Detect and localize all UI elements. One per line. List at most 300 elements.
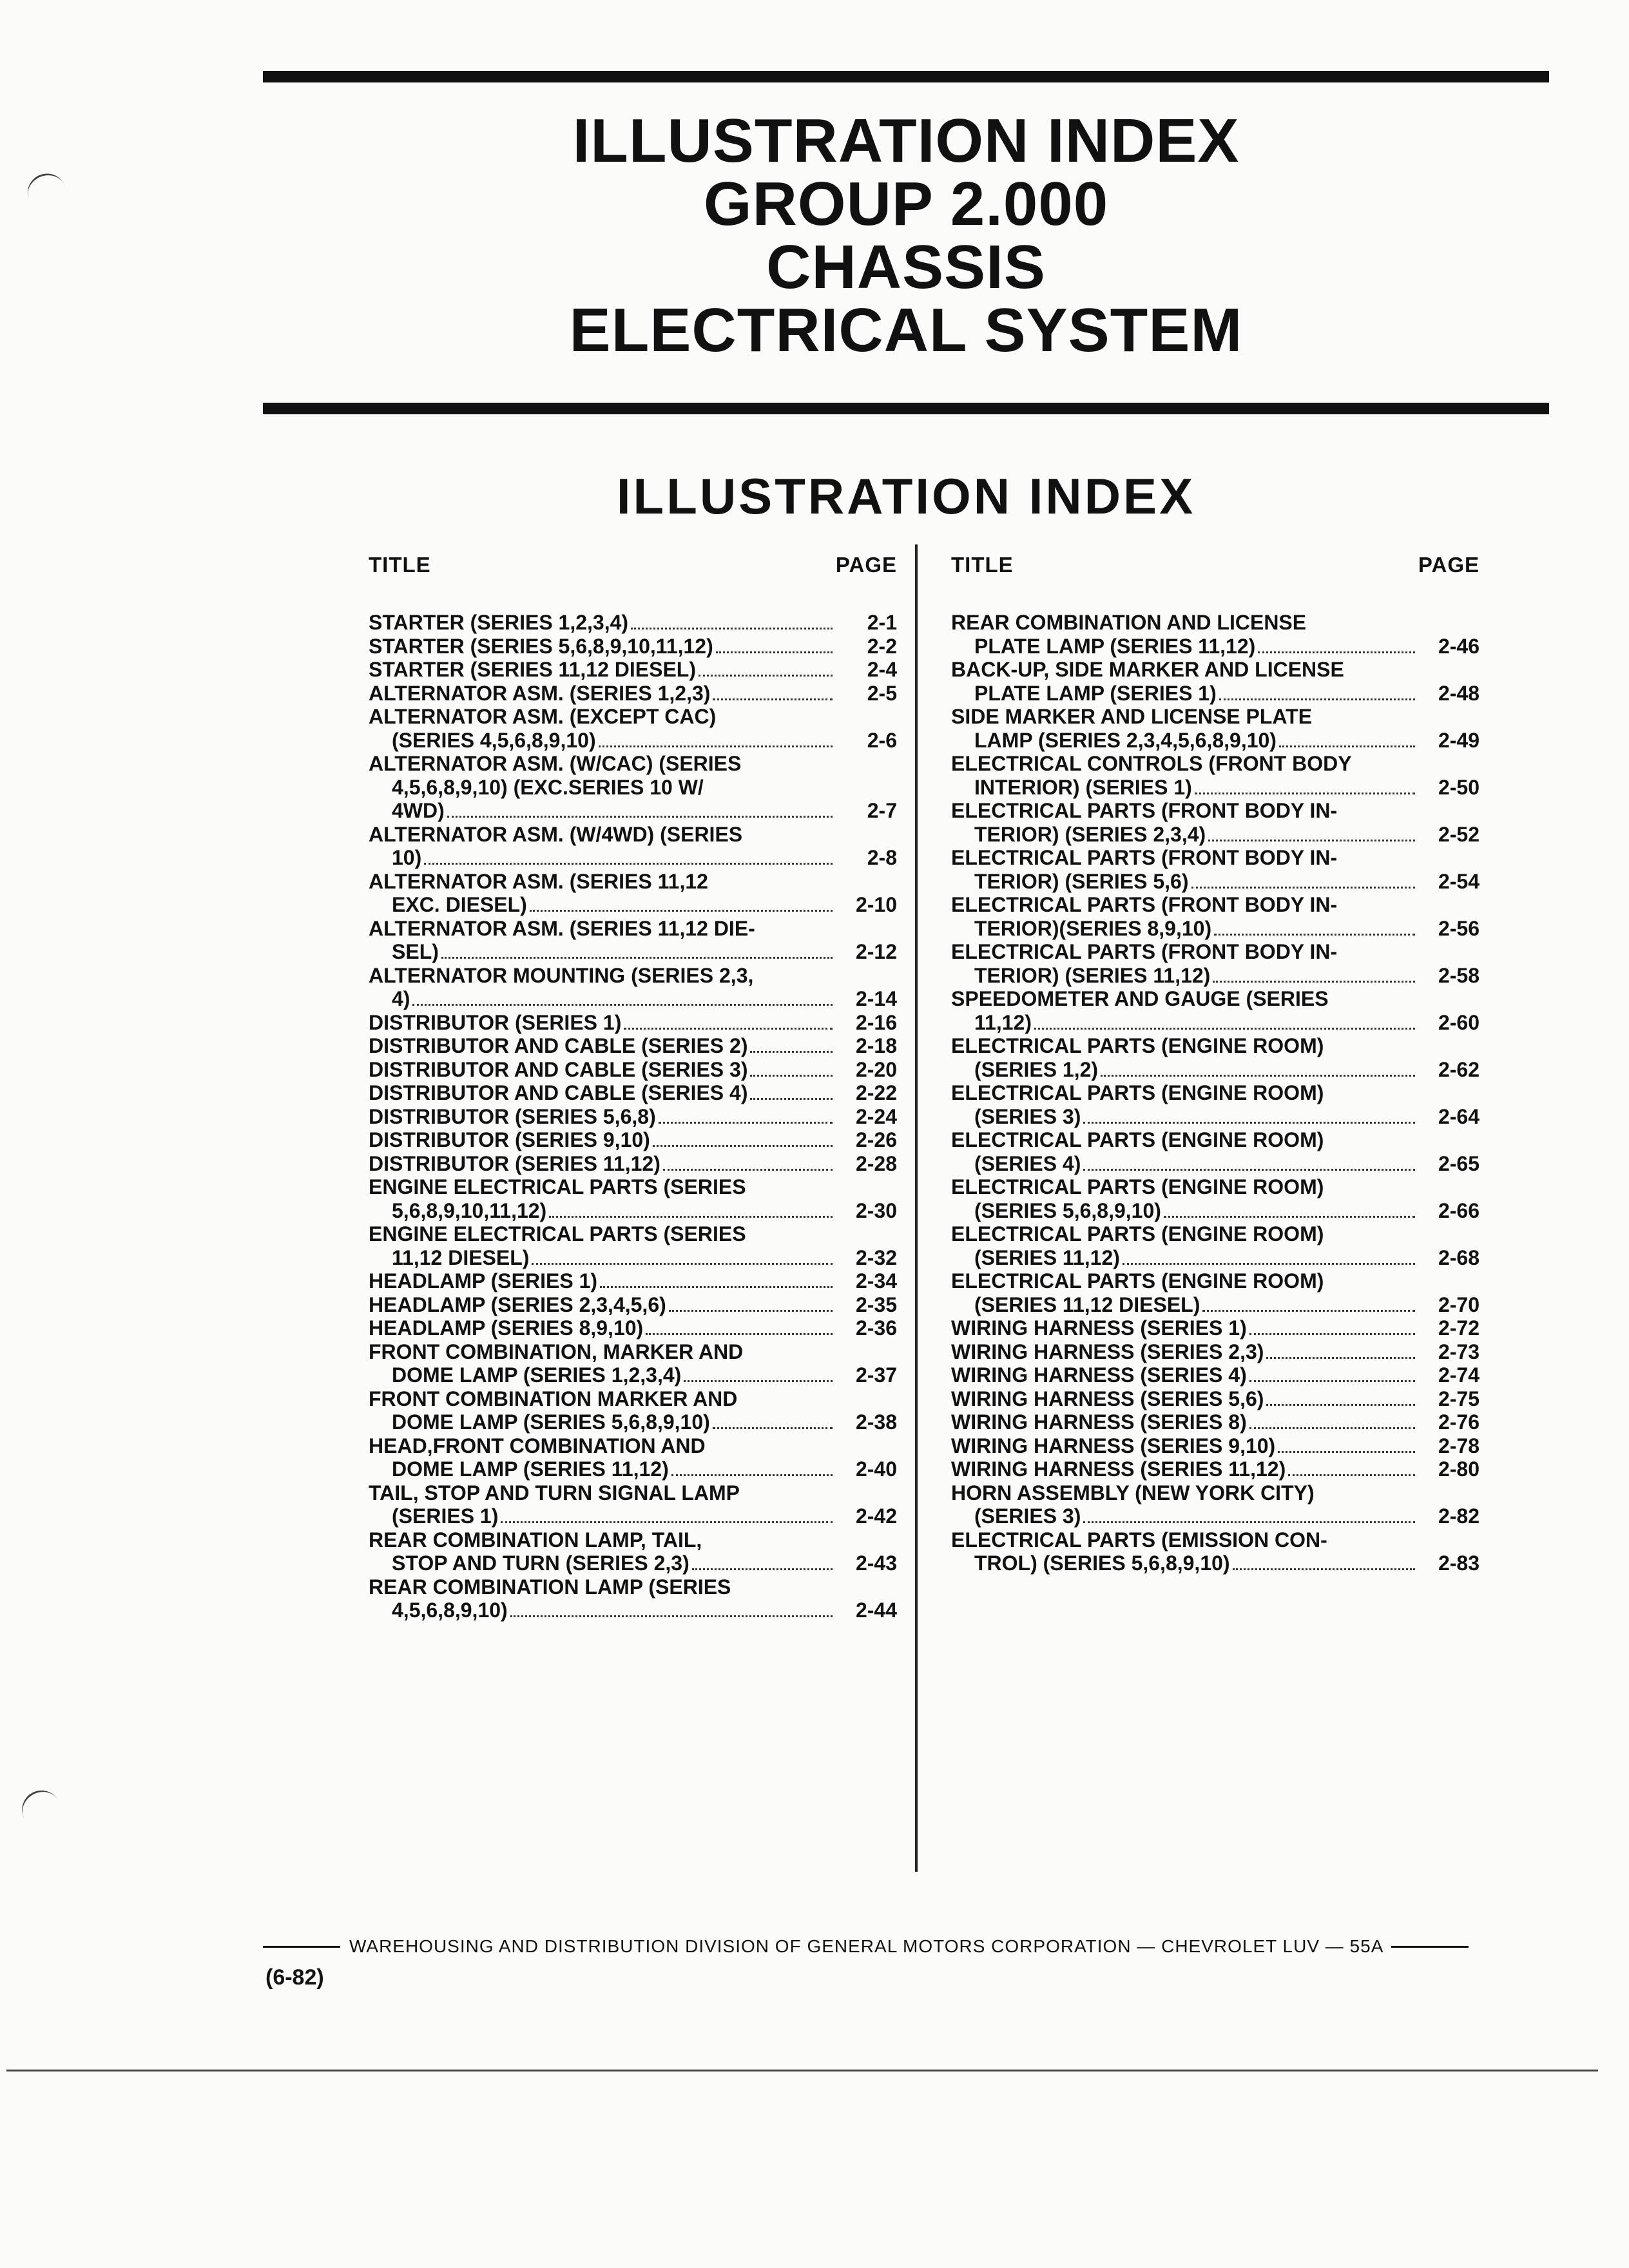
dot-leader xyxy=(1123,1263,1415,1265)
entry-title: 4WD) xyxy=(392,799,445,822)
footer xyxy=(263,1936,1526,1957)
entry-page: 2-48 xyxy=(1438,681,1480,705)
entry-line xyxy=(951,752,1480,776)
left-entry-list xyxy=(369,611,897,1622)
entry-title: ALTERNATOR ASM. (SERIES 1,2,3) xyxy=(369,681,711,705)
entry-line xyxy=(951,1034,1480,1058)
entry-line xyxy=(951,1316,1480,1340)
index-entry xyxy=(951,1528,1480,1575)
dot-leader xyxy=(1208,840,1415,841)
left-column xyxy=(369,553,897,1622)
entry-page: 2-74 xyxy=(1438,1363,1480,1387)
entry-page: 2-44 xyxy=(855,1599,897,1622)
entry-line xyxy=(369,846,897,870)
entry-page: 2-1 xyxy=(867,611,897,634)
index-entry xyxy=(369,1316,897,1340)
entry-line xyxy=(951,917,1480,941)
footer-text: WAREHOUSING AND DISTRIBUTION DIVISION OF GENERAL MOTORS CORPORATION — CHEVROLET LUV — 55A xyxy=(349,1936,1384,1956)
entry-title: DISTRIBUTOR AND CABLE (SERIES 3) xyxy=(369,1057,748,1081)
entry-line xyxy=(951,964,1480,988)
dot-leader xyxy=(1233,1568,1415,1570)
dot-leader xyxy=(1083,1122,1415,1124)
dot-leader xyxy=(624,1028,833,1030)
index-entry xyxy=(369,682,897,706)
entry-title: ELECTRICAL PARTS (FRONT BODY IN- xyxy=(951,846,1338,869)
entry-page: 2-30 xyxy=(855,1198,897,1222)
entry-title: HEAD,FRONT COMBINATION AND xyxy=(369,1434,706,1457)
header-top-rule xyxy=(263,71,1549,82)
entry-line xyxy=(369,1340,897,1364)
index-entry xyxy=(951,1128,1480,1175)
entry-line xyxy=(951,1152,1480,1176)
entry-line xyxy=(951,1552,1480,1575)
index-entry xyxy=(951,1387,1480,1411)
entry-line xyxy=(951,682,1480,706)
right-entry-list xyxy=(951,611,1480,1575)
index-entry xyxy=(369,1528,897,1575)
index-entry xyxy=(369,1011,897,1035)
entry-line xyxy=(369,658,897,682)
entry-page: 2-8 xyxy=(867,846,897,869)
dot-leader xyxy=(699,675,833,677)
entry-line xyxy=(369,1293,897,1317)
entry-title: ELECTRICAL PARTS (EMISSION CON- xyxy=(951,1528,1327,1552)
dot-leader xyxy=(599,745,833,747)
dot-leader xyxy=(1191,887,1416,889)
dot-leader xyxy=(1219,698,1415,700)
entry-line xyxy=(369,1011,897,1035)
entry-line xyxy=(369,1034,897,1058)
entry-title: 4,5,6,8,9,10) xyxy=(392,1599,508,1622)
entry-line xyxy=(369,1199,897,1223)
footer-dash-right xyxy=(1391,1946,1469,1948)
index-entry xyxy=(369,1058,897,1082)
entry-title: WIRING HARNESS (SERIES 5,6) xyxy=(951,1387,1264,1410)
entry-page: 2-10 xyxy=(855,893,897,916)
index-entry xyxy=(951,893,1480,940)
entry-line xyxy=(951,1246,1480,1270)
index-entry xyxy=(951,1269,1480,1316)
entry-page: 2-18 xyxy=(855,1034,897,1057)
entry-line xyxy=(369,1410,897,1434)
entry-title: WIRING HARNESS (SERIES 9,10) xyxy=(951,1434,1276,1457)
entry-page: 2-28 xyxy=(855,1151,897,1175)
entry-line xyxy=(951,1293,1480,1317)
entry-line xyxy=(951,1410,1480,1434)
entry-line xyxy=(951,1363,1480,1387)
entry-line xyxy=(369,1058,897,1082)
dot-leader xyxy=(750,1051,833,1053)
entry-line xyxy=(951,940,1480,964)
entry-line xyxy=(369,870,897,894)
entry-page: 2-43 xyxy=(855,1552,897,1575)
entry-title: ENGINE ELECTRICAL PARTS (SERIES xyxy=(369,1222,746,1245)
entry-page: 2-42 xyxy=(855,1504,897,1528)
entry-title: 5,6,8,9,10,11,12) xyxy=(392,1198,547,1222)
entry-line xyxy=(951,1058,1480,1082)
entry-line xyxy=(369,1175,897,1199)
entry-title: SIDE MARKER AND LICENSE PLATE xyxy=(951,705,1313,728)
entry-page: 2-64 xyxy=(1438,1104,1480,1128)
entry-line xyxy=(369,1105,897,1129)
entry-page: 2-38 xyxy=(855,1410,897,1434)
entry-line xyxy=(951,1528,1480,1552)
entry-line xyxy=(951,1340,1480,1364)
entry-line xyxy=(951,611,1480,635)
entry-line xyxy=(369,682,897,706)
entry-title: WIRING HARNESS (SERIES 2,3) xyxy=(951,1340,1264,1363)
dot-leader xyxy=(1214,934,1415,936)
entry-line xyxy=(951,1434,1480,1458)
title-line-3: CHASSIS xyxy=(766,233,1046,302)
entry-title: ELECTRICAL PARTS (ENGINE ROOM) xyxy=(951,1081,1324,1104)
dot-leader xyxy=(684,1380,833,1382)
right-title-label: TITLE xyxy=(951,553,1014,577)
entry-line xyxy=(951,1481,1480,1505)
entry-page: 2-58 xyxy=(1438,963,1480,987)
entry-page: 2-35 xyxy=(855,1293,897,1316)
entry-line xyxy=(369,1152,897,1176)
entry-title: (SERIES 11,12) xyxy=(974,1245,1120,1269)
entry-title: ALTERNATOR ASM. (SERIES 11,12 DIE- xyxy=(369,916,755,940)
entry-title: EXC. DIESEL) xyxy=(392,893,527,916)
dot-leader xyxy=(669,1310,833,1312)
dot-leader xyxy=(1288,1474,1415,1476)
entry-line xyxy=(951,893,1480,917)
dot-leader xyxy=(424,863,833,865)
dot-leader xyxy=(1249,1333,1415,1335)
entry-title: (SERIES 3) xyxy=(974,1504,1081,1528)
entry-title: ELECTRICAL PARTS (ENGINE ROOM) xyxy=(951,1175,1324,1198)
index-entry xyxy=(951,1316,1480,1340)
index-entry xyxy=(951,1457,1480,1481)
entry-page: 2-5 xyxy=(867,681,897,705)
dot-leader xyxy=(1083,1521,1415,1523)
entry-title: TERIOR) (SERIES 5,6) xyxy=(974,869,1189,893)
entry-line xyxy=(951,870,1480,894)
dot-leader xyxy=(1278,1451,1415,1453)
left-column-header xyxy=(369,553,897,611)
right-page-label: PAGE xyxy=(1418,553,1480,577)
index-entry xyxy=(369,1269,897,1293)
entry-line xyxy=(951,846,1480,870)
entry-title: INTERIOR) (SERIES 1) xyxy=(974,775,1192,799)
entry-title: 4,5,6,8,9,10) (EXC.SERIES 10 W/ xyxy=(392,775,704,799)
entry-line xyxy=(369,1528,897,1552)
entry-page: 2-72 xyxy=(1438,1316,1480,1340)
index-entry xyxy=(951,611,1480,658)
entry-line xyxy=(369,752,897,776)
entry-title: DOME LAMP (SERIES 5,6,8,9,10) xyxy=(392,1410,710,1434)
entry-title: DOME LAMP (SERIES 11,12) xyxy=(392,1457,669,1481)
entry-page: 2-22 xyxy=(855,1081,897,1104)
index-entry xyxy=(951,1481,1480,1528)
entry-page: 2-62 xyxy=(1438,1057,1480,1081)
entry-title: FRONT COMBINATION MARKER AND xyxy=(369,1387,738,1410)
entry-page: 2-80 xyxy=(1438,1457,1480,1481)
dot-leader xyxy=(447,816,833,818)
dot-leader xyxy=(1195,793,1415,794)
entry-page: 2-40 xyxy=(855,1457,897,1481)
entry-line xyxy=(951,1269,1480,1293)
dot-leader xyxy=(713,698,833,700)
index-heading: ILLUSTRATION INDEX xyxy=(616,468,1196,524)
entry-page: 2-24 xyxy=(855,1104,897,1128)
entry-line xyxy=(369,1316,897,1340)
dot-leader xyxy=(716,651,833,653)
entry-title: ELECTRICAL PARTS (ENGINE ROOM) xyxy=(951,1034,1324,1057)
entry-title: DISTRIBUTOR (SERIES 11,12) xyxy=(369,1151,660,1175)
entry-title: TERIOR) (SERIES 11,12) xyxy=(974,963,1211,987)
entry-title: REAR COMBINATION AND LICENSE xyxy=(951,611,1307,634)
dot-leader xyxy=(530,910,833,912)
entry-page: 2-52 xyxy=(1438,822,1480,846)
entry-page: 2-68 xyxy=(1438,1245,1480,1269)
index-entry xyxy=(369,964,897,1011)
dot-leader xyxy=(713,1427,833,1429)
entry-title: HEADLAMP (SERIES 1) xyxy=(369,1269,598,1293)
index-entry xyxy=(951,1175,1480,1222)
entry-title: ALTERNATOR ASM. (W/4WD) (SERIES xyxy=(369,822,743,846)
entry-title: PLATE LAMP (SERIES 1) xyxy=(974,681,1217,705)
entry-page: 2-60 xyxy=(1438,1010,1480,1034)
dot-leader xyxy=(1266,1357,1415,1359)
entry-line xyxy=(951,658,1480,682)
dot-leader xyxy=(653,1145,833,1147)
entry-page: 2-82 xyxy=(1438,1504,1480,1528)
entry-title: ALTERNATOR ASM. (SERIES 11,12 xyxy=(369,869,708,893)
entry-line xyxy=(369,1128,897,1152)
revision-code: (6-82) xyxy=(265,1965,324,1990)
entry-title: ELECTRICAL PARTS (FRONT BODY IN- xyxy=(951,893,1338,916)
entry-title: REAR COMBINATION LAMP, TAIL, xyxy=(369,1528,702,1552)
index-entry xyxy=(951,940,1480,987)
entry-line xyxy=(369,917,897,941)
page-title xyxy=(263,106,1549,365)
entry-page: 2-49 xyxy=(1438,728,1480,752)
dot-leader xyxy=(1202,1310,1415,1312)
index-entry xyxy=(369,823,897,870)
entry-line xyxy=(369,776,897,800)
entry-title: ELECTRICAL PARTS (FRONT BODY IN- xyxy=(951,799,1338,822)
entry-line xyxy=(369,1575,897,1599)
entry-line xyxy=(369,1269,897,1293)
entry-title: TROL) (SERIES 5,6,8,9,10) xyxy=(974,1552,1230,1575)
entry-title: ELECTRICAL PARTS (FRONT BODY IN- xyxy=(951,940,1338,963)
entry-title: SEL) xyxy=(392,940,439,963)
entry-page: 2-76 xyxy=(1438,1410,1480,1434)
index-entry xyxy=(369,658,897,682)
dot-leader xyxy=(750,1075,833,1077)
entry-page: 2-66 xyxy=(1438,1198,1480,1222)
entry-line xyxy=(369,705,897,729)
dot-leader xyxy=(1164,1216,1415,1218)
entry-page: 2-12 xyxy=(855,940,897,963)
index-entry xyxy=(369,1152,897,1176)
entry-page: 2-83 xyxy=(1438,1552,1480,1575)
index-entry xyxy=(951,1081,1480,1128)
index-entry xyxy=(369,1034,897,1058)
dot-leader xyxy=(659,1122,833,1124)
entry-line xyxy=(369,1363,897,1387)
entry-line xyxy=(369,635,897,658)
entry-title: TERIOR) (SERIES 2,3,4) xyxy=(974,822,1206,846)
index-entry xyxy=(951,705,1480,752)
entry-title: TAIL, STOP AND TURN SIGNAL LAMP xyxy=(369,1481,740,1504)
index-entry xyxy=(951,1222,1480,1269)
entry-title: (SERIES 1,2) xyxy=(974,1057,1099,1081)
entry-page: 2-26 xyxy=(855,1128,897,1151)
entry-line xyxy=(951,987,1480,1011)
dot-leader xyxy=(663,1169,833,1171)
index-entry xyxy=(369,1222,897,1269)
entry-title: LAMP (SERIES 2,3,4,5,6,8,9,10) xyxy=(974,728,1277,752)
entry-line xyxy=(951,1105,1480,1129)
right-column xyxy=(951,553,1480,1575)
entry-line xyxy=(951,1222,1480,1246)
entry-title: DISTRIBUTOR AND CABLE (SERIES 4) xyxy=(369,1081,748,1104)
entry-page: 2-46 xyxy=(1438,634,1480,658)
index-entry xyxy=(951,1034,1480,1081)
index-entry xyxy=(369,1105,897,1129)
index-entry xyxy=(951,752,1480,799)
entry-title: STARTER (SERIES 1,2,3,4) xyxy=(369,611,629,634)
dot-leader xyxy=(692,1568,833,1570)
entry-title: ELECTRICAL PARTS (ENGINE ROOM) xyxy=(951,1222,1324,1245)
dot-leader xyxy=(441,957,833,959)
entry-line xyxy=(951,705,1480,729)
index-entry xyxy=(951,799,1480,846)
entry-page: 2-65 xyxy=(1438,1151,1480,1175)
entry-page: 2-20 xyxy=(855,1057,897,1081)
entry-page: 2-2 xyxy=(867,634,897,658)
entry-line xyxy=(951,1011,1480,1035)
index-entry xyxy=(369,917,897,964)
entry-line xyxy=(369,1599,897,1622)
title-line-1: ILLUSTRATION INDEX xyxy=(572,106,1240,175)
index-entry xyxy=(951,658,1480,705)
dot-leader xyxy=(750,1098,833,1100)
dot-leader xyxy=(501,1521,833,1523)
entry-line xyxy=(951,776,1480,800)
entry-line xyxy=(951,729,1480,753)
entry-title: REAR COMBINATION LAMP (SERIES xyxy=(369,1575,731,1599)
entry-title: ALTERNATOR MOUNTING (SERIES 2,3, xyxy=(369,963,754,987)
entry-line xyxy=(369,729,897,753)
index-entry xyxy=(369,1175,897,1222)
entry-line xyxy=(369,1504,897,1528)
entry-title: 11,12) xyxy=(974,1010,1032,1034)
index-entry xyxy=(369,1387,897,1434)
entry-title: WIRING HARNESS (SERIES 11,12) xyxy=(951,1457,1286,1481)
dot-leader xyxy=(631,628,833,629)
entry-page: 2-56 xyxy=(1438,916,1480,940)
entry-title: BACK-UP, SIDE MARKER AND LICENSE xyxy=(951,658,1344,681)
entry-title: HEADLAMP (SERIES 8,9,10) xyxy=(369,1316,644,1340)
entry-title: (SERIES 4,5,6,8,9,10) xyxy=(392,728,596,752)
left-title-label: TITLE xyxy=(369,553,431,577)
entry-line xyxy=(369,940,897,964)
column-divider xyxy=(915,544,918,1872)
index-entry xyxy=(369,870,897,917)
entry-line xyxy=(951,1081,1480,1105)
entry-title: 4) xyxy=(392,987,410,1010)
entry-title: ALTERNATOR ASM. (EXCEPT CAC) xyxy=(369,705,717,728)
entry-title: (SERIES 3) xyxy=(974,1104,1081,1128)
index-entry xyxy=(369,752,897,823)
dot-leader xyxy=(412,1004,833,1006)
entry-line xyxy=(951,823,1480,847)
entry-line xyxy=(369,987,897,1011)
entry-title: 11,12 DIESEL) xyxy=(392,1245,530,1269)
entry-line xyxy=(369,893,897,917)
index-entry xyxy=(951,1434,1480,1458)
right-column-header xyxy=(951,553,1480,611)
index-entry xyxy=(369,1293,897,1317)
dot-leader xyxy=(549,1216,833,1218)
index-entry xyxy=(369,1575,897,1622)
dot-leader xyxy=(1034,1028,1415,1030)
entry-title: ELECTRICAL CONTROLS (FRONT BODY xyxy=(951,752,1352,775)
entry-title: (SERIES 5,6,8,9,10) xyxy=(974,1198,1161,1222)
entry-line xyxy=(369,1246,897,1270)
entry-line xyxy=(369,1457,897,1481)
entry-title: HORN ASSEMBLY (NEW YORK CITY) xyxy=(951,1481,1315,1504)
entry-title: DISTRIBUTOR AND CABLE (SERIES 2) xyxy=(369,1034,748,1057)
dot-leader xyxy=(671,1474,833,1476)
entry-title: (SERIES 4) xyxy=(974,1151,1081,1175)
entry-line xyxy=(369,611,897,635)
entry-line xyxy=(369,1081,897,1105)
entry-title: DISTRIBUTOR (SERIES 1) xyxy=(369,1010,622,1034)
entry-page: 2-75 xyxy=(1438,1387,1480,1410)
binder-hole-mark xyxy=(15,1783,62,1827)
index-entry xyxy=(951,987,1480,1034)
entry-title: (SERIES 1) xyxy=(392,1504,499,1528)
index-entry xyxy=(369,611,897,635)
entry-page: 2-32 xyxy=(855,1245,897,1269)
dot-leader xyxy=(1101,1075,1415,1077)
entry-line xyxy=(951,1504,1480,1528)
dot-leader xyxy=(600,1286,833,1288)
entry-page: 2-37 xyxy=(855,1363,897,1387)
entry-title: HEADLAMP (SERIES 2,3,4,5,6) xyxy=(369,1293,666,1316)
entry-page: 2-6 xyxy=(867,728,897,752)
index-entry xyxy=(369,1434,897,1481)
bottom-rule xyxy=(6,2070,1598,2071)
entry-line xyxy=(369,1552,897,1575)
entry-title: DISTRIBUTOR (SERIES 9,10) xyxy=(369,1128,650,1151)
dot-leader xyxy=(1249,1380,1415,1382)
index-entry xyxy=(369,1340,897,1387)
entry-title: (SERIES 11,12 DIESEL) xyxy=(974,1293,1200,1316)
entry-title: DISTRIBUTOR (SERIES 5,6,8) xyxy=(369,1104,656,1128)
entry-title: DOME LAMP (SERIES 1,2,3,4) xyxy=(392,1363,682,1387)
entry-line xyxy=(369,823,897,847)
entry-title: ALTERNATOR ASM. (W/CAC) (SERIES xyxy=(369,752,742,775)
index-entry xyxy=(369,1128,897,1152)
left-page-label: PAGE xyxy=(835,553,897,577)
entry-page: 2-34 xyxy=(855,1269,897,1293)
dot-leader xyxy=(1249,1427,1415,1429)
entry-line xyxy=(369,1222,897,1246)
entry-line xyxy=(369,964,897,988)
entry-line xyxy=(951,799,1480,823)
index-entry xyxy=(369,635,897,658)
dot-leader xyxy=(510,1615,833,1617)
dot-leader xyxy=(646,1333,833,1335)
entry-title: WIRING HARNESS (SERIES 4) xyxy=(951,1363,1247,1387)
